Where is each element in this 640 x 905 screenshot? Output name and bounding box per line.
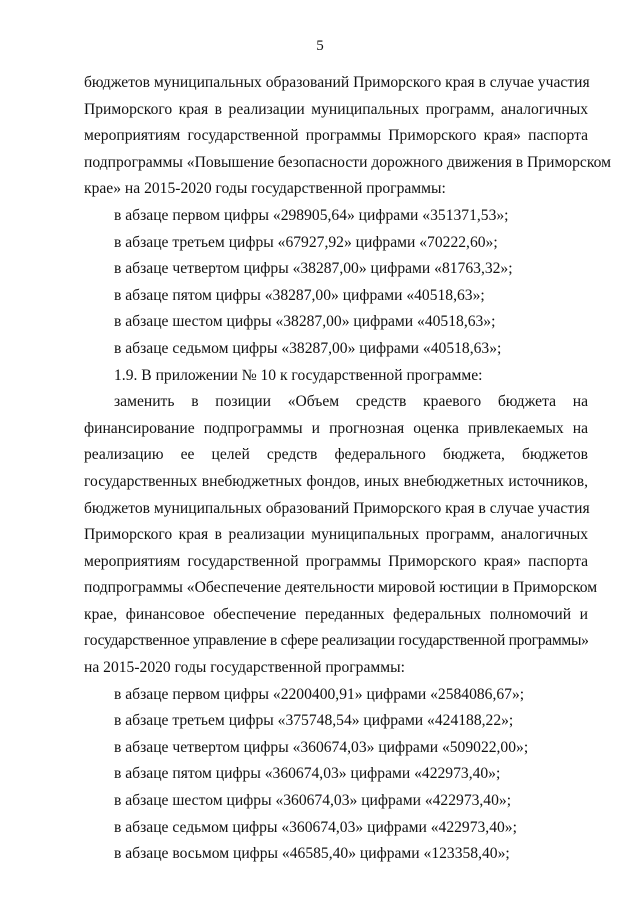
paragraph-line: Приморского края в реализации муниципальных программ, аналогичных [84,526,588,544]
list-item: в абзаце седьмом цифры «38287,00» цифрами «40518,63»; [114,339,502,357]
list-item: в абзаце седьмом цифры «360674,03» цифрами «422973,40»; [114,818,517,836]
list-item: в абзаце пятом цифры «360674,03» цифрами «422973,40»; [114,765,501,783]
section-heading: 1.9. В приложении № 10 к государственной программе: [114,366,483,384]
paragraph-line: государственное управление в сфере реализации государственной программы» [84,632,589,650]
paragraph-line: подпрограммы «Повышение безопасности дорожного движения в Приморском [84,153,611,171]
list-item: в абзаце шестом цифры «360674,03» цифрами «422973,40»; [114,792,512,810]
paragraph-line: финансирование подпрограммы и прогнозная оценка привлекаемых на [84,419,588,437]
list-item: в абзаце четвертом цифры «360674,03» цифрами «509022,00»; [114,738,529,756]
list-item: в абзаце восьмом цифры «46585,40» цифрами «123358,40»; [114,845,510,863]
list-item: в абзаце пятом цифры «38287,00» цифрами «40518,63»; [114,286,485,304]
paragraph-line: реализацию ее целей средств федерального бюджета, бюджетов [84,446,588,464]
paragraph-line: бюджетов муниципальных образований Приморского края в случае участия [84,499,590,517]
paragraph-line: заменить в позиции «Объем средств краевого бюджета на [114,393,588,411]
list-item: в абзаце четвертом цифры «38287,00» цифрами «81763,32»; [114,260,513,278]
paragraph-line: крае» на 2015-2020 годы государственной программы: [84,180,446,198]
list-item: в абзаце первом цифры «2200400,91» цифрами «2584086,67»; [114,685,525,703]
document-body [84,70,611,868]
list-item: в абзаце третьем цифры «67927,92» цифрами «70222,60»; [114,233,498,251]
paragraph-line: бюджетов муниципальных образований Приморского края в случае участия [84,74,590,91]
paragraph-line: мероприятиям государственной программы Приморского края» паспорта [84,552,588,570]
paragraph-line: на 2015-2020 годы государственной программы: [84,659,405,677]
paragraph-line: мероприятиям государственной программы Приморского края» паспорта [84,127,588,145]
paragraph-line: государственных внебюджетных фондов, иных внебюджетных источников, [84,472,588,490]
paragraph-line: подпрограммы «Обеспечение деятельности мировой юстиции в Приморском [84,579,598,597]
paragraph-line: Приморского края в реализации муниципальных программ, аналогичных [84,100,588,118]
page-number: 5 [316,38,324,54]
list-item: в абзаце первом цифры «298905,64» цифрами «351371,53»; [114,206,509,224]
list-item: в абзаце третьем цифры «375748,54» цифрами «424188,22»; [114,712,514,730]
list-item: в абзаце шестом цифры «38287,00» цифрами «40518,63»; [114,313,496,331]
paragraph-line: крае, финансовое обеспечение переданных федеральных полномочий и [84,605,588,623]
